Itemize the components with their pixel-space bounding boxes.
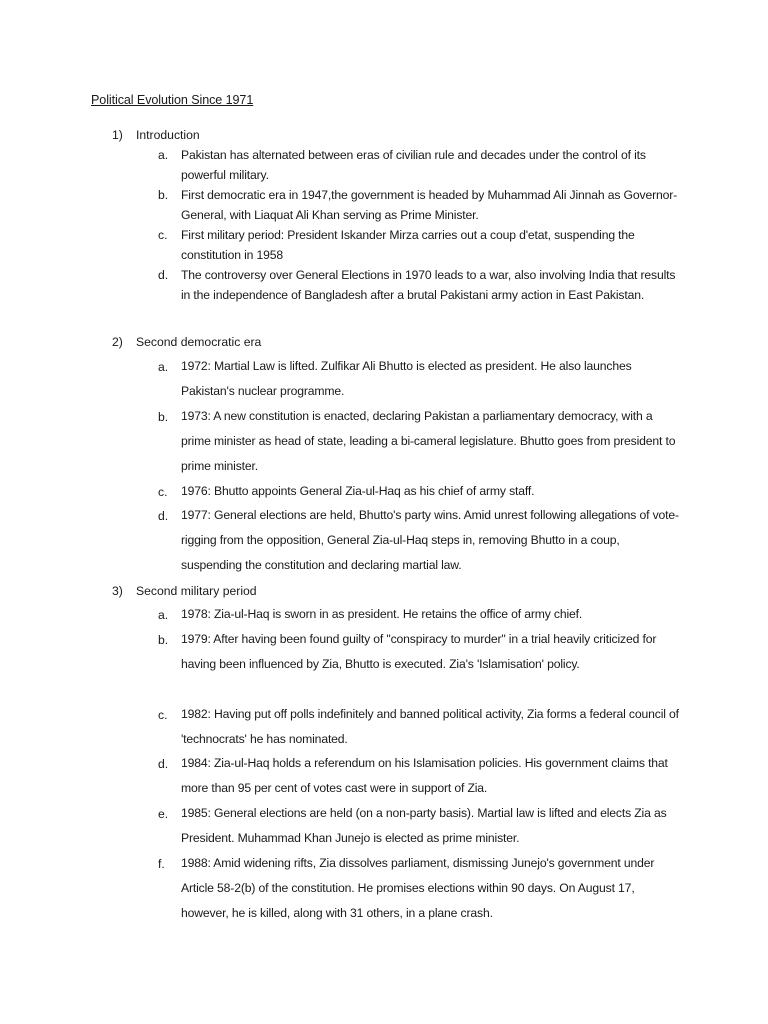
list-marker: d. (158, 757, 169, 771)
section-number: 3) (112, 584, 123, 598)
section-heading (112, 335, 261, 349)
list-item: 1982: Having put off polls indefinitely and banned political activity, Zia forms a federal council of 'technocrats' he has nominated. (181, 707, 679, 746)
list-marker: f. (158, 857, 165, 871)
section-number: 1) (112, 128, 123, 142)
section-number: 2) (112, 335, 123, 349)
list-item: 1972: Martial Law is lifted. Zulfikar Ali Bhutto is elected as president. He also launches Pakistan's nuclear programme. (181, 359, 632, 398)
list-marker: a. (158, 148, 169, 162)
list-item: 1984: Zia-ul-Haq holds a referendum on his Islamisation policies. His government claims that more than 95 per cent of votes cast were in support of Zia. (181, 756, 668, 795)
list-item: First military period: President Iskander Mirza carries out a coup d'etat, suspending the constitution in 1958 (181, 228, 635, 262)
list-item: 1979: After having been found guilty of "conspiracy to murder" in a trial heavily criticized for having been influenced by Zia, Bhutto is executed. Zia's 'Islamisation' policy. (181, 632, 657, 671)
section-title: Second military period (136, 584, 257, 598)
list-marker: d. (158, 268, 169, 282)
list-marker: a. (158, 360, 169, 374)
list-item: The controversy over General Elections in 1970 leads to a war, also involving India that results in the independence of Bangladesh after a brutal Pakistani army action in East Pakistan. (181, 268, 676, 302)
list-item: 1978: Zia-ul-Haq is sworn in as president. He retains the office of army chief. (181, 607, 583, 621)
list-marker: c. (158, 485, 168, 499)
list-item: 1985: General elections are held (on a non-party basis). Martial law is lifted and elects Zia as President. Muhammad Khan Junejo is elected as prime minister. (181, 806, 667, 845)
list-item: 1973: A new constitution is enacted, declaring Pakistan a parliamentary democracy, with a prime minister as head of state, leading a bi-cameral legislature. Bhutto goes from president to prime minister. (181, 409, 676, 473)
list-marker: e. (158, 807, 169, 821)
list-marker: b. (158, 188, 169, 202)
list-item: Pakistan has alternated between eras of civilian rule and decades under the control of its powerful military. (181, 148, 646, 182)
section-heading (112, 584, 257, 598)
list-item: 1976: Bhutto appoints General Zia-ul-Haq as his chief of army staff. (181, 484, 535, 498)
list-marker: c. (158, 708, 168, 722)
list-item: First democratic era in 1947,the government is headed by Muhammad Ali Jinnah as Governor-General, with Liaquat Ali Khan serving as Prime Minister. (181, 188, 678, 222)
list-marker: a. (158, 608, 169, 622)
section-title: Introduction (136, 128, 200, 142)
list-item: 1988: Amid widening rifts, Zia dissolves parliament, dismissing Junejo's government under Article 58-2(b) of the constitution. He promises elections within 90 days. On August 17, however, he is killed, along with 31 others, in a plane crash. (181, 856, 655, 920)
list-marker: b. (158, 633, 169, 647)
section-title: Second democratic era (136, 335, 262, 349)
document-title: Political Evolution Since 1971 (91, 93, 254, 107)
section-heading (112, 128, 200, 142)
list-marker: b. (158, 410, 169, 424)
list-marker: c. (158, 228, 168, 242)
list-item: 1977: General elections are held, Bhutto's party wins. Amid unrest following allegations of vote-rigging from the opposition, General Zia-ul-Haq steps in, removing Bhutto in a coup, suspending the constitution and declaring martial law. (181, 508, 679, 572)
list-marker: d. (158, 509, 169, 523)
